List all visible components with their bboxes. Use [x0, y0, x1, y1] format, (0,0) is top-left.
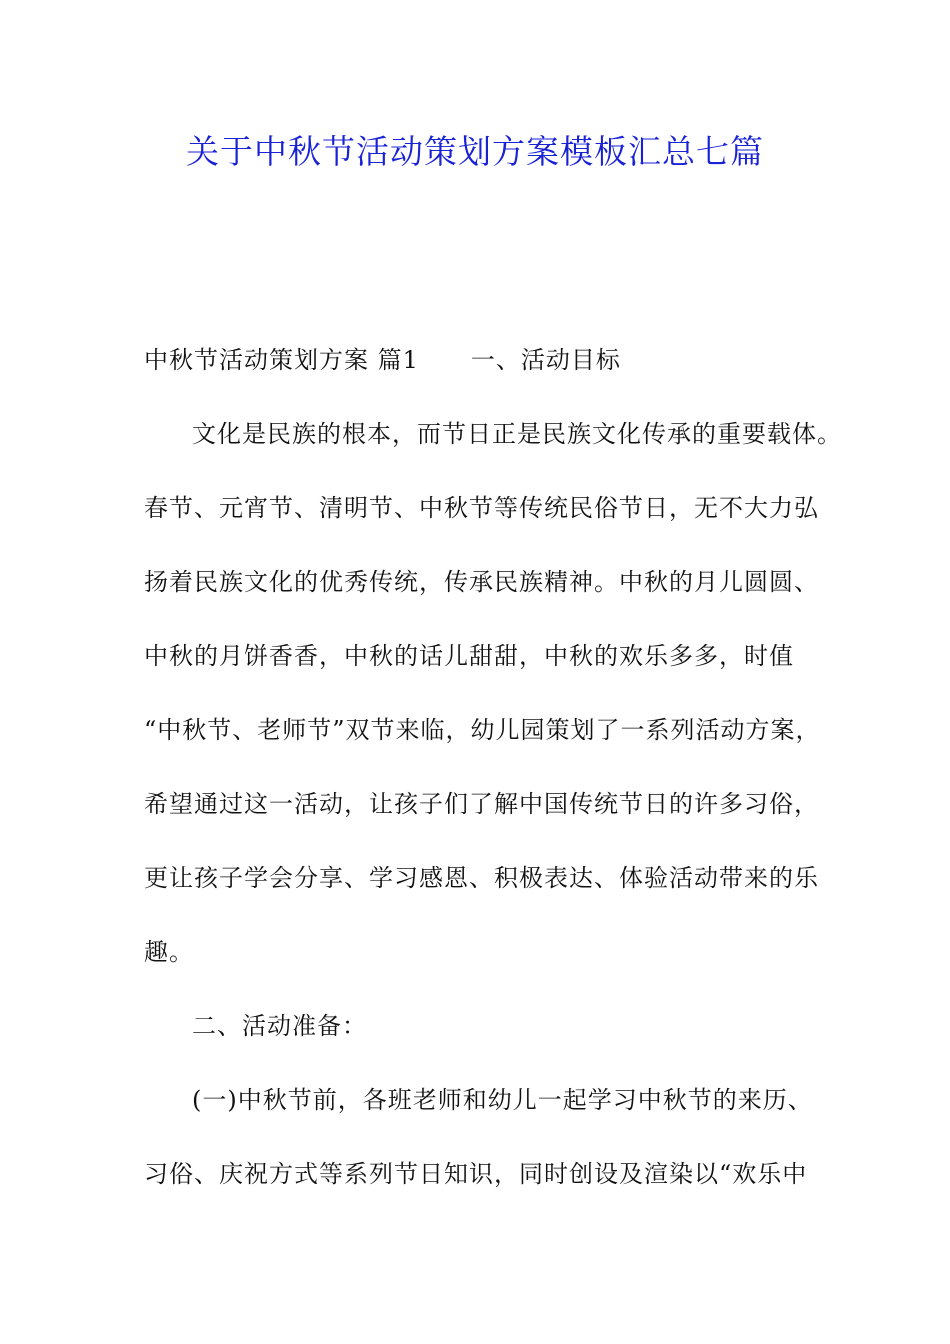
document-body — [144, 323, 844, 1211]
paragraph-line: 文化是民族的根本，而节日正是民族文化传承的重要载体。 — [192, 420, 842, 448]
paragraph-line: (一)中秋节前，各班老师和幼儿一起学习中秋节的来历、 — [192, 1086, 813, 1114]
paragraph-line: 希望通过这一活动，让孩子们了解中国传统节日的许多习俗， — [144, 790, 819, 818]
subsection-heading: 一、活动目标 — [470, 346, 621, 374]
paragraph-line: 春节、元宵节、清明节、中秋节等传统民俗节日，无不大力弘 — [144, 494, 819, 522]
section-heading: 中秋节活动策划方案 篇1 — [144, 346, 419, 374]
paragraph-line: 习俗、庆祝方式等系列节日知识，同时创设及渲染以“欢乐中 — [144, 1160, 808, 1188]
paragraph-line: 更让孩子学会分享、学习感恩、积极表达、体验活动带来的乐 — [144, 864, 819, 892]
paragraph-line: 扬着民族文化的优秀传统，传承民族精神。中秋的月儿圆圆、 — [144, 568, 819, 596]
paragraph-line: 中秋的月饼香香，中秋的话儿甜甜，中秋的欢乐多多，时值 — [144, 642, 794, 670]
section-heading-line — [144, 323, 844, 397]
subsection-heading: 二、活动准备： — [192, 1012, 367, 1040]
paragraph-line: “中秋节、老师节”双节来临，幼儿园策划了一系列活动方案， — [144, 716, 821, 744]
paragraph-line: 趣。 — [144, 938, 194, 966]
document-title: 关于中秋节活动策划方案模板汇总七篇 — [186, 132, 764, 171]
